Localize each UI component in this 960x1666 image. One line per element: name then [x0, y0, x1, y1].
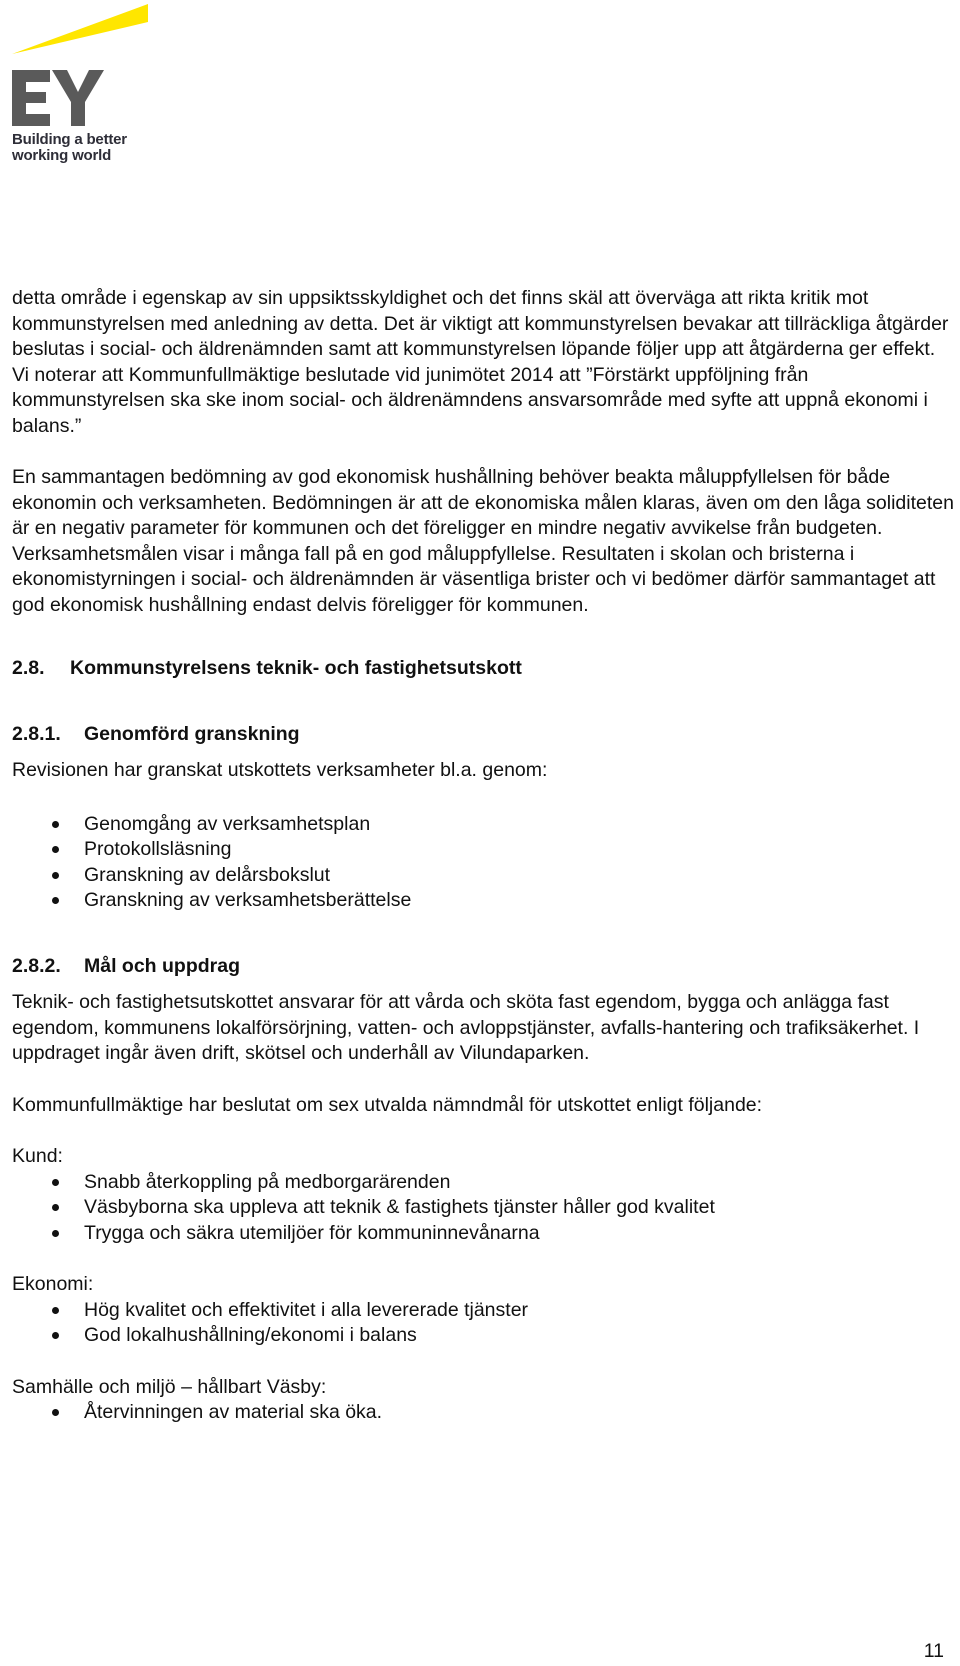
page-number: 11	[923, 1640, 944, 1662]
list-item	[12, 863, 956, 889]
list-item	[12, 1323, 956, 1349]
ey-tagline-line1: Building a better	[12, 131, 127, 148]
list-item-text: Genomgång av verksamhetsplan	[84, 812, 371, 835]
list-item-text: Hög kvalitet och effektivitet i alla levererade tjänster	[84, 1298, 529, 1321]
ey-logo-mark	[12, 4, 162, 129]
bullet-icon	[52, 1307, 59, 1314]
heading-2-8-2-number: 2.8.2.	[12, 954, 61, 977]
bullet-icon	[52, 1332, 59, 1339]
list-item-text: Väsbyborna ska uppleva att teknik & fastighets tjänster håller god kvalitet	[84, 1196, 715, 1218]
bullet-icon	[52, 897, 59, 904]
heading-2-8	[12, 656, 956, 682]
bullet-icon	[52, 1179, 59, 1186]
group-label-ekonomi: Ekonomi:	[12, 1273, 94, 1295]
ey-tagline-line2: working world	[12, 147, 112, 164]
paragraph-granskning-intro: Revisionen har granskat utskottets verksamheter bl.a. genom:	[12, 759, 548, 781]
list-item-text: Snabb återkoppling på medborgarärenden	[84, 1170, 451, 1193]
list-item	[12, 1298, 956, 1324]
ey-logo	[12, 4, 162, 174]
bullet-icon	[52, 872, 59, 879]
list-item	[12, 1195, 956, 1221]
list-item	[12, 888, 956, 914]
ey-tagline	[12, 132, 162, 164]
paragraph-ansvar: Teknik- och fastighetsutskottet ansvarar för att vårda och sköta fast egendom, bygga och anlägga fast egendom, kommunens lokalförsörjning, vatten- och avloppstjänster, avfalls-hantering och trafiksäkerhet. I uppdraget ingår även drift, skötsel och underhåll av Vilundaparken.	[12, 991, 920, 1064]
bullet-icon	[52, 821, 59, 828]
list-item	[12, 1170, 956, 1196]
list-ekonomi	[12, 1298, 956, 1349]
heading-2-8-1-title: Genomförd granskning	[84, 722, 300, 745]
paragraph-kritik: detta område i egenskap av sin uppsiktsskyldighet och det finns skäl att överväga att rikta kritik mot kommunstyrelsen med anledning av detta. Det är viktigt att kommunstyrelsen bevakar att tillräckliga åtgärder beslutas i social- och äldrenämnden samt att kommunstyrelsen löpande följer upp att åtgärderna ger effekt. Vi noterar att Kommunfullmäktige beslutade vid junimötet 2014 att ”Förstärkt uppföljning från kommunstyrelsen ska ske inom social- och äldrenämndens ansvarsområde med syfte att uppnå ekonomi i balans.”	[12, 287, 949, 437]
list-granskning	[12, 812, 956, 914]
list-item-text: Återvinningen av material ska öka.	[84, 1401, 383, 1423]
list-item	[12, 1221, 956, 1247]
list-item	[12, 1400, 956, 1426]
heading-2-8-1-number: 2.8.1.	[12, 722, 61, 745]
list-item	[12, 837, 956, 863]
group-label-kund: Kund:	[12, 1145, 63, 1167]
list-item	[12, 812, 956, 838]
list-samhalle	[12, 1400, 956, 1426]
list-item-text: Granskning av verksamhetsberättelse	[84, 889, 412, 911]
ey-logo-letters	[12, 70, 104, 126]
document-body	[12, 286, 956, 1426]
list-item-text: Granskning av delårsbokslut	[84, 863, 331, 886]
bullet-icon	[52, 846, 59, 853]
list-kund	[12, 1170, 956, 1247]
list-item-text: God lokalhushållning/ekonomi i balans	[84, 1324, 417, 1346]
heading-2-8-title: Kommunstyrelsens teknik- och fastighetsutskott	[70, 657, 522, 679]
heading-2-8-1	[12, 722, 956, 748]
list-item-text: Protokollsläsning	[84, 838, 232, 860]
ey-logo-beam	[12, 4, 148, 54]
heading-2-8-number: 2.8.	[12, 657, 45, 679]
heading-2-8-2-title: Mål och uppdrag	[84, 954, 240, 977]
list-item-text: Trygga och säkra utemiljöer för kommuninnevånarna	[84, 1221, 540, 1244]
bullet-icon	[52, 1409, 59, 1416]
paragraph-namndmal: Kommunfullmäktige har beslutat om sex utvalda nämndmål för utskottet enligt följande:	[12, 1093, 763, 1116]
bullet-icon	[52, 1204, 59, 1211]
group-label-samhalle: Samhälle och miljö – hållbart Väsby:	[12, 1375, 327, 1398]
bullet-icon	[52, 1230, 59, 1237]
paragraph-bedomning: En sammantagen bedömning av god ekonomisk hushållning behöver beakta måluppfyllelsen för både ekonomin och verksamheten. Bedömningen är att de ekonomiska målen klaras, även om den låga soliditeten är en negativ parameter för kommunen och det föreligger en mindre negativ avvikelse från budgeten. Verksamhetsmålen visar i många fall på en god måluppfyllelse. Resultaten i skolan och bristerna i ekonomistyrningen i social- och äldrenämnden är väsentliga brister och vi bedömer därför sammantaget att god ekonomisk hushållning endast delvis föreligger för kommunen.	[12, 466, 954, 616]
heading-2-8-2	[12, 954, 956, 980]
